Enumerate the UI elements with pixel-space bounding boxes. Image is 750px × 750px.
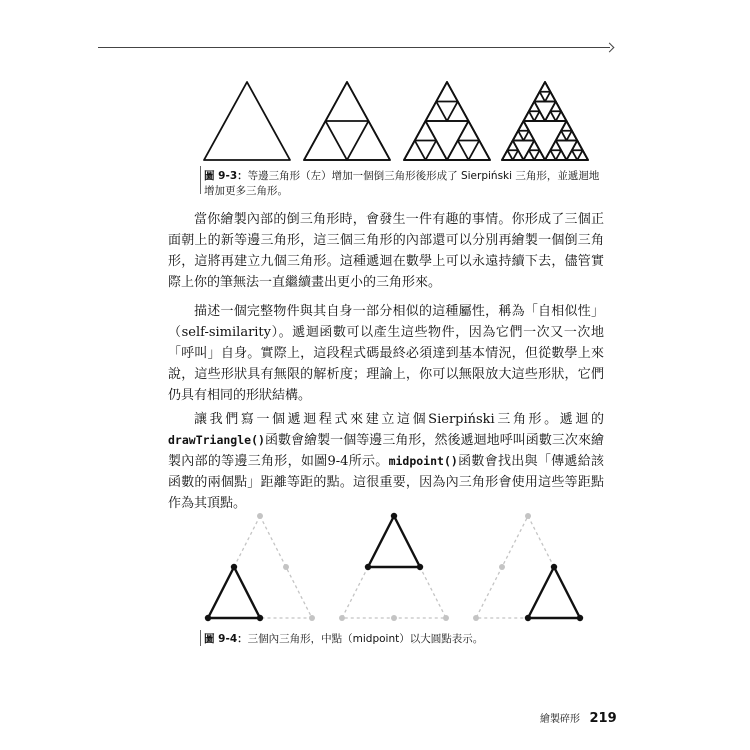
midpoint-dot (417, 564, 423, 570)
triangle-edge (518, 121, 529, 131)
paragraph-3-text-a: 讓我們寫一個遞迴程式來建立這個Sierpiński三角形。遞迴的 (194, 412, 604, 427)
sierpinski-triangles (204, 82, 588, 160)
triangle-edge (577, 150, 588, 160)
outer-guide-right (476, 516, 554, 618)
triangle-edge (534, 111, 545, 121)
vertex-dot (391, 513, 397, 519)
paragraph-3 (168, 409, 604, 514)
midpoint-dot (551, 564, 557, 570)
caption-rule (200, 166, 201, 194)
midpoint-dot (231, 564, 237, 570)
triangle-edge (534, 150, 545, 160)
triangle-edge (556, 150, 567, 160)
triangle-edge (567, 131, 578, 141)
triangle-edge (426, 141, 448, 161)
triangle-edge (447, 102, 469, 122)
triangle-edge (447, 141, 469, 161)
inner-triangle-left (208, 567, 260, 618)
figure-9-4-inner-triangles (198, 510, 598, 622)
triangle-edge (556, 131, 567, 141)
midpoint-dot (365, 564, 371, 570)
midpoint-dot (391, 615, 397, 621)
triangle-edge (404, 141, 426, 161)
chapter-title: 繪製碎形 (540, 714, 580, 725)
caption-rule (200, 630, 201, 646)
vertex-dot (443, 615, 449, 621)
triangle-edge (524, 111, 535, 121)
panel-right (473, 513, 583, 621)
outer-guide-middle (342, 567, 446, 618)
triangle-edge (524, 131, 535, 141)
midpoint-dot (525, 615, 531, 621)
triangle-edge (545, 150, 556, 160)
code-drawtriangle: drawTriangle() (168, 433, 265, 447)
triangle-edge (513, 131, 524, 141)
inner-triangle-right (528, 567, 580, 618)
page-footer (540, 710, 617, 726)
triangle-edge (556, 111, 567, 121)
vertex-dot (257, 513, 263, 519)
triangle-edge (304, 121, 347, 160)
page-number: 219 (589, 711, 617, 726)
triangle-edge (550, 102, 561, 112)
vertex-dot (309, 615, 315, 621)
outer-guide-left (208, 516, 312, 618)
triangle-edge (507, 141, 518, 151)
code-midpoint: midpoint() (388, 454, 458, 468)
triangle-edge (534, 92, 545, 102)
paragraph-3-text-b: 函數會繪製一個等邊三角形，然後遞迴地呼叫函數三次來繪製內部的等邊三角形，如圖9-4所示。 (168, 433, 604, 469)
vertex-dot (473, 615, 479, 621)
triangle-edge (415, 121, 437, 141)
midpoint-dot (283, 564, 289, 570)
figure-9-4-caption (204, 632, 604, 647)
triangle-edge (513, 150, 524, 160)
figure-9-4-label: 圖 9-4： (204, 633, 248, 645)
vertex-dot (339, 615, 345, 621)
triangle-edge (545, 92, 556, 102)
header-rule-arrow (605, 43, 615, 53)
triangle-edge (540, 82, 551, 92)
midpoint-dot (257, 615, 263, 621)
vertex-dot (205, 615, 211, 621)
paragraph-3-text-c: 函數會找出與「傳遞給該函數的兩個點」距離等距的點。這很重要，因為內三角形會使用這些等距點作為其頂點。 (168, 454, 604, 511)
triangle-edge (347, 121, 390, 160)
vertex-dot (525, 513, 531, 519)
triangle-edge (545, 111, 556, 121)
triangle-edge (458, 121, 480, 141)
triangle-edge (529, 141, 540, 151)
paragraph-1: 當你繪製內部的倒三角形時，會發生一件有趣的事情。你形成了三個正面朝上的新等邊三角形，這三個三角形的內部還可以分別再繪製一個倒三角形，這將再建立九個三角形。這種遞迴在數學上可以永遠持續下去，儘管實際上你的筆無法一直繼續畫出更小的三角形來。 (168, 212, 604, 290)
triangle-edge (524, 150, 535, 160)
triangle-edge (529, 102, 540, 112)
triangle-edge (561, 121, 572, 131)
triangle-edge (572, 141, 583, 151)
inner-triangle-middle (368, 516, 420, 567)
midpoint-dot (499, 564, 505, 570)
panel-middle (339, 513, 449, 621)
figure-9-3-sierpinski (200, 80, 590, 162)
figure-9-3-caption-text: 等邊三角形（左）增加一個倒三角形後形成了 Sierpiński 三角形，並遞迴地增加更多三角形。 (204, 170, 600, 197)
panel-left (205, 513, 315, 621)
header-rule (98, 47, 610, 48)
triangle-edge (436, 82, 458, 102)
paragraph-2: 描述一個完整物件與其自身一部分相似的這種屬性，稱為「自相似性」（self-similarity）。遞迴函數可以產生這些物件，因為它們一次又一次地「呼叫」自身。實際上，這段程式碼最終必須達到基本情況，但從數學上來說，這些形狀具有無限的解析度；理論上，你可以無限放大這些形狀，它們仍具有相同的形狀結構。 (168, 304, 604, 403)
triangle-edge (204, 82, 290, 160)
triangle-edge (469, 141, 491, 161)
figure-9-3-label: 圖 9-3： (204, 170, 248, 182)
figure-9-4-caption-text: 三個內三角形，中點（midpoint）以大圓點表示。 (247, 633, 484, 645)
triangle-edge (550, 141, 561, 151)
triangle-edge (426, 102, 448, 122)
triangle-edge (567, 150, 578, 160)
figure-9-3-caption (204, 169, 604, 199)
triangle-edge (502, 150, 513, 160)
vertex-dot (577, 615, 583, 621)
triangle-edge (326, 82, 369, 121)
